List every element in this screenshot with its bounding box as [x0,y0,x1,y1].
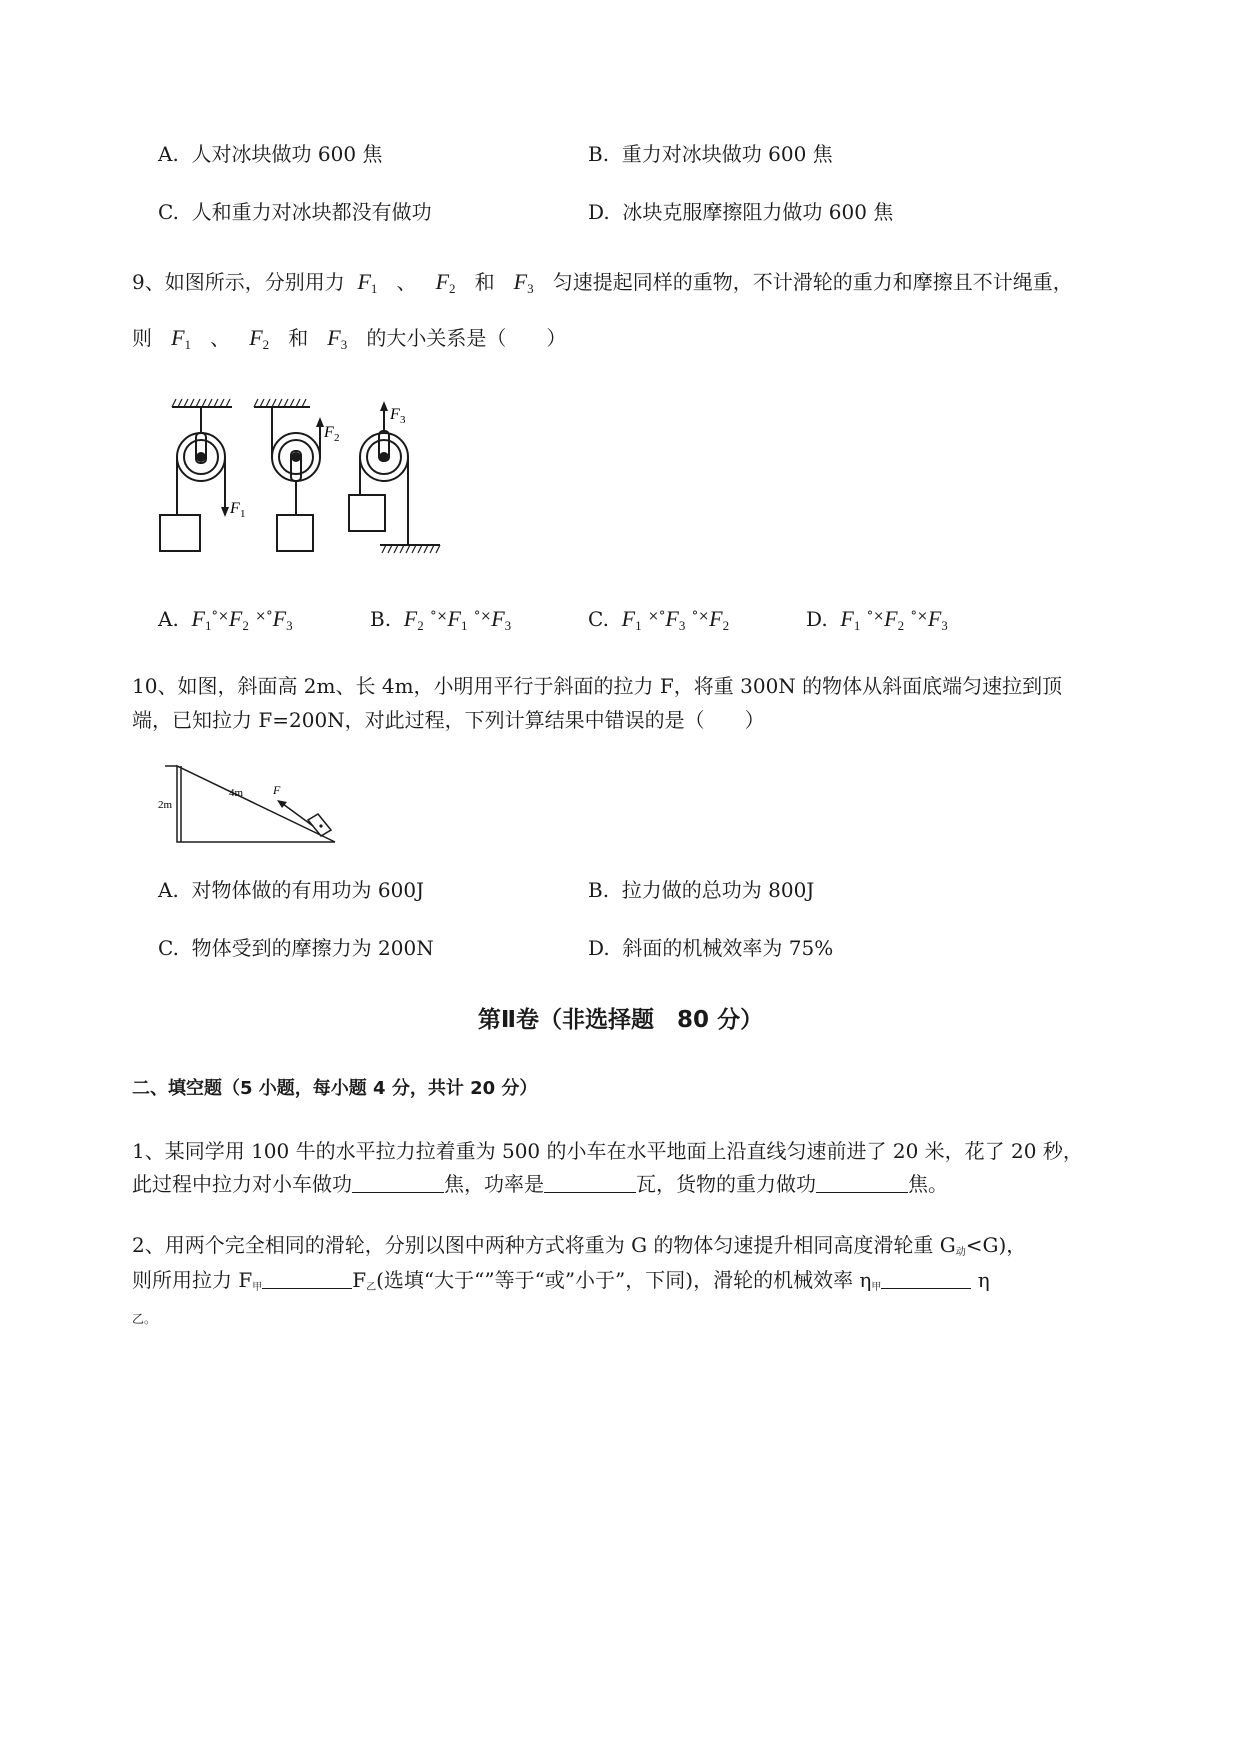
q9-option-b[interactable]: B. $F_2$ $^{^\circ\times}F_1$ $^{^\circ\times}F_3$ [370,606,512,633]
fill1-blank-gravity-work[interactable] [816,1172,908,1193]
fill2-blank-force[interactable] [262,1268,352,1289]
fill1-blank-power[interactable] [544,1172,636,1193]
svg-text:1: 1 [240,508,246,520]
f1-label: F [230,500,240,517]
q10-option-b[interactable]: B. 拉力做的总功为 800J [588,878,815,902]
q10-stem-line1: 10、如图，斜面高 2m、长 4m，小明用平行于斜面的拉力 F，将重 300N 的物体从斜面底端匀速拉到顶 [132,674,1063,698]
fill1-blank-work[interactable] [352,1172,444,1193]
q8-option-d[interactable]: D. 冰块克服摩擦阻力做功 600 焦 [588,200,894,224]
q9-option-a[interactable]: A. $F_1^{^\circ\times}F_2$ $^{\times^\circ}F_3$ [158,606,293,633]
fill2-blank-efficiency[interactable] [881,1268,971,1289]
fill2-line3: 乙。 [132,1312,157,1326]
q9-option-d[interactable]: D. $F_1$ $^{^\circ\times}F_2$ $^{^\circ\times}F_3$ [806,606,948,633]
f3-label: F [390,406,400,423]
pulley-figure [150,395,460,560]
fill1-line2: 此过程中拉力对小车做功 焦，功率是 瓦，货物的重力做功 焦。 [132,1172,948,1196]
q9-stem-line1: 9、如图所示，分别用力 $F_1$ 、 $F_2$ 和 $F_3$ 匀速提起同样的重物，不计滑轮的重力和摩擦且不计绳重， [132,269,1073,296]
incline-figure [155,760,355,850]
q10-stem-line2: 端，已知拉力 F=200N，对此过程，下列计算结果中错误的是（ ） [132,708,765,732]
q10-option-c[interactable]: C. 物体受到的摩擦力为 200N [158,936,434,960]
q8-option-b[interactable]: B. 重力对冰块做功 600 焦 [588,142,833,166]
length-label: 4m [229,787,244,799]
q8-option-a[interactable]: A. 人对冰块做功 600 焦 [158,142,383,166]
svg-text:2: 2 [334,432,340,444]
fill1-line1: 1、某同学用 100 牛的水平拉力拉着重为 500 的小车在水平地面上沿直线匀速前进了 20 米，花了 20 秒， [132,1139,1083,1163]
q9-stem-line2: 则 $F_1$ 、 $F_2$ 和 $F_3$ 的大小关系是（ ） [132,325,567,352]
svg-text:3: 3 [400,414,406,426]
q10-option-d[interactable]: D. 斜面的机械效率为 75% [588,936,834,960]
q8-option-c[interactable]: C. 人和重力对冰块都没有做功 [158,200,432,224]
f2-label: F [324,424,334,441]
fill2-line1: 2、用两个完全相同的滑轮，分别以图中两种方式将重为 G 的物体匀速提升相同高度滑轮重 G动<G)， [132,1233,1027,1258]
q10-option-a[interactable]: A. 对物体做的有用功为 600J [158,878,425,902]
section-title: 第Ⅱ卷（非选择题 80 分） [477,1007,764,1033]
q9-option-c[interactable]: C. $F_1$ $^{\times^\circ}F_3$ $^{^\circ\times}F_2$ [588,606,730,633]
height-label: 2m [158,799,173,811]
section-subtitle: 二、填空题（5 小题，每小题 4 分，共计 20 分） [132,1078,538,1099]
fill2-line2: 则所用拉力 F甲 F乙(选填“大于“”等于“或”小于”，下同)，滑轮的机械效率 η甲 η [132,1268,990,1293]
force-label: F [273,783,281,797]
